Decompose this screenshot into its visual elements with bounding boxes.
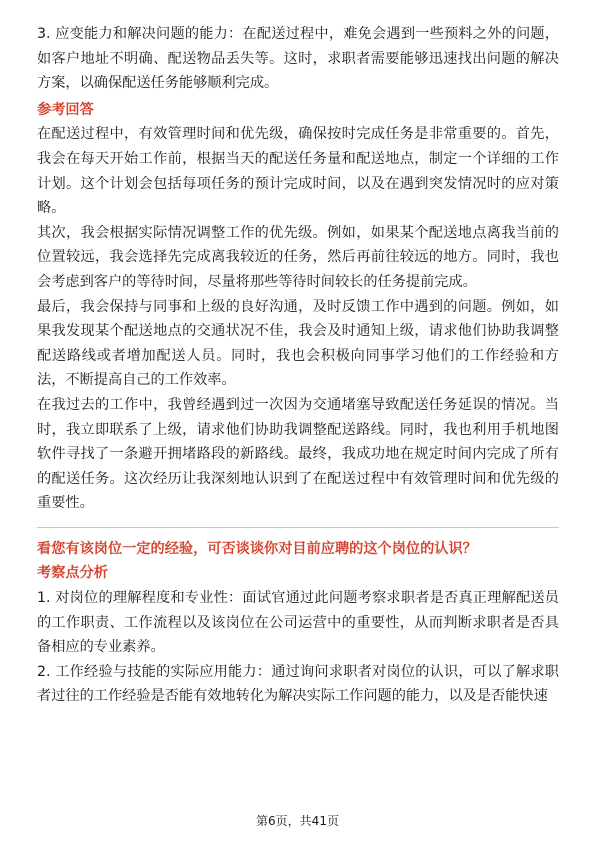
answer-paragraph-3: 最后，我会保持与同事和上级的良好沟通，及时反馈工作中遇到的问题。例如，如果我发现某个配送地点的交通状况不佳，我会及时通知上级，请求他们协助我调整配送路线或者增加配送人员。同时，我也会积极向同事学习他们的工作经验和方法，不断提高自己的工作效率。 bbox=[37, 298, 559, 389]
analysis-point-2: 2. 工作经验与技能的实际应用能力：通过询问求职者对岗位的认识，可以了解求职者过往的工作经验是否能有效地转化为解决实际工作问题的能力，以及是否能快速 bbox=[37, 663, 559, 705]
answer-paragraph-1: 在配送过程中，有效管理时间和优先级，确保按时完成任务是非常重要的。首先，我会在每天开始工作前，根据当天的配送任务量和配送地点，制定一个详细的工作计划。这个计划会包括每项任务的预计完成时间，以及在遇到突发情况时的应对策略。 bbox=[37, 126, 559, 217]
section-divider bbox=[37, 527, 559, 528]
answer-heading: 参考回答 bbox=[37, 101, 94, 118]
answer-paragraph-2: 其次，我会根据实际情况调整工作的优先级。例如，如果某个配送地点离我当前的位置较远，我会选择先完成离我较近的任务，然后再前往较远的地方。同时，我也会考虑到客户的等待时间，尽量将那些等待时间较长的任务提前完成。 bbox=[37, 224, 559, 290]
answer-paragraph-4: 在我过去的工作中，我曾经遇到过一次因为交通堵塞导致配送任务延误的情况。当时，我立即联系了上级，请求他们协助我调整配送路线。同时，我也利用手机地图软件寻找了一条避开拥堵路段的新路线。最终，我成功地在规定时间内完成了所有的配送任务。这次经历让我深刻地认识到了在配送过程中有效管理时间和优先级的重要性。 bbox=[37, 396, 559, 512]
point-3: 3. 应变能力和解决问题的能力：在配送过程中，难免会遇到一些预料之外的问题，如客户地址不明确、配送物品丢失等。这时，求职者需要能够迅速找出问题的解决方案，以确保配送任务能够顺利完成。 bbox=[37, 26, 559, 92]
document-page bbox=[37, 22, 559, 709]
analysis-heading: 考察点分析 bbox=[37, 565, 108, 582]
analysis-point-1: 1. 对岗位的理解程度和专业性：面试官通过此问题考察求职者是否真正理解配送员的工作职责、工作流程以及该岗位在公司运营中的重要性，从而判断求职者是否具备相应的专业素养。 bbox=[37, 590, 559, 656]
page-number-footer: 第6页，共41页 bbox=[256, 814, 339, 828]
question-title: 看您有该岗位一定的经验，可否谈谈你对目前应聘的这个岗位的认识？ bbox=[37, 540, 477, 557]
